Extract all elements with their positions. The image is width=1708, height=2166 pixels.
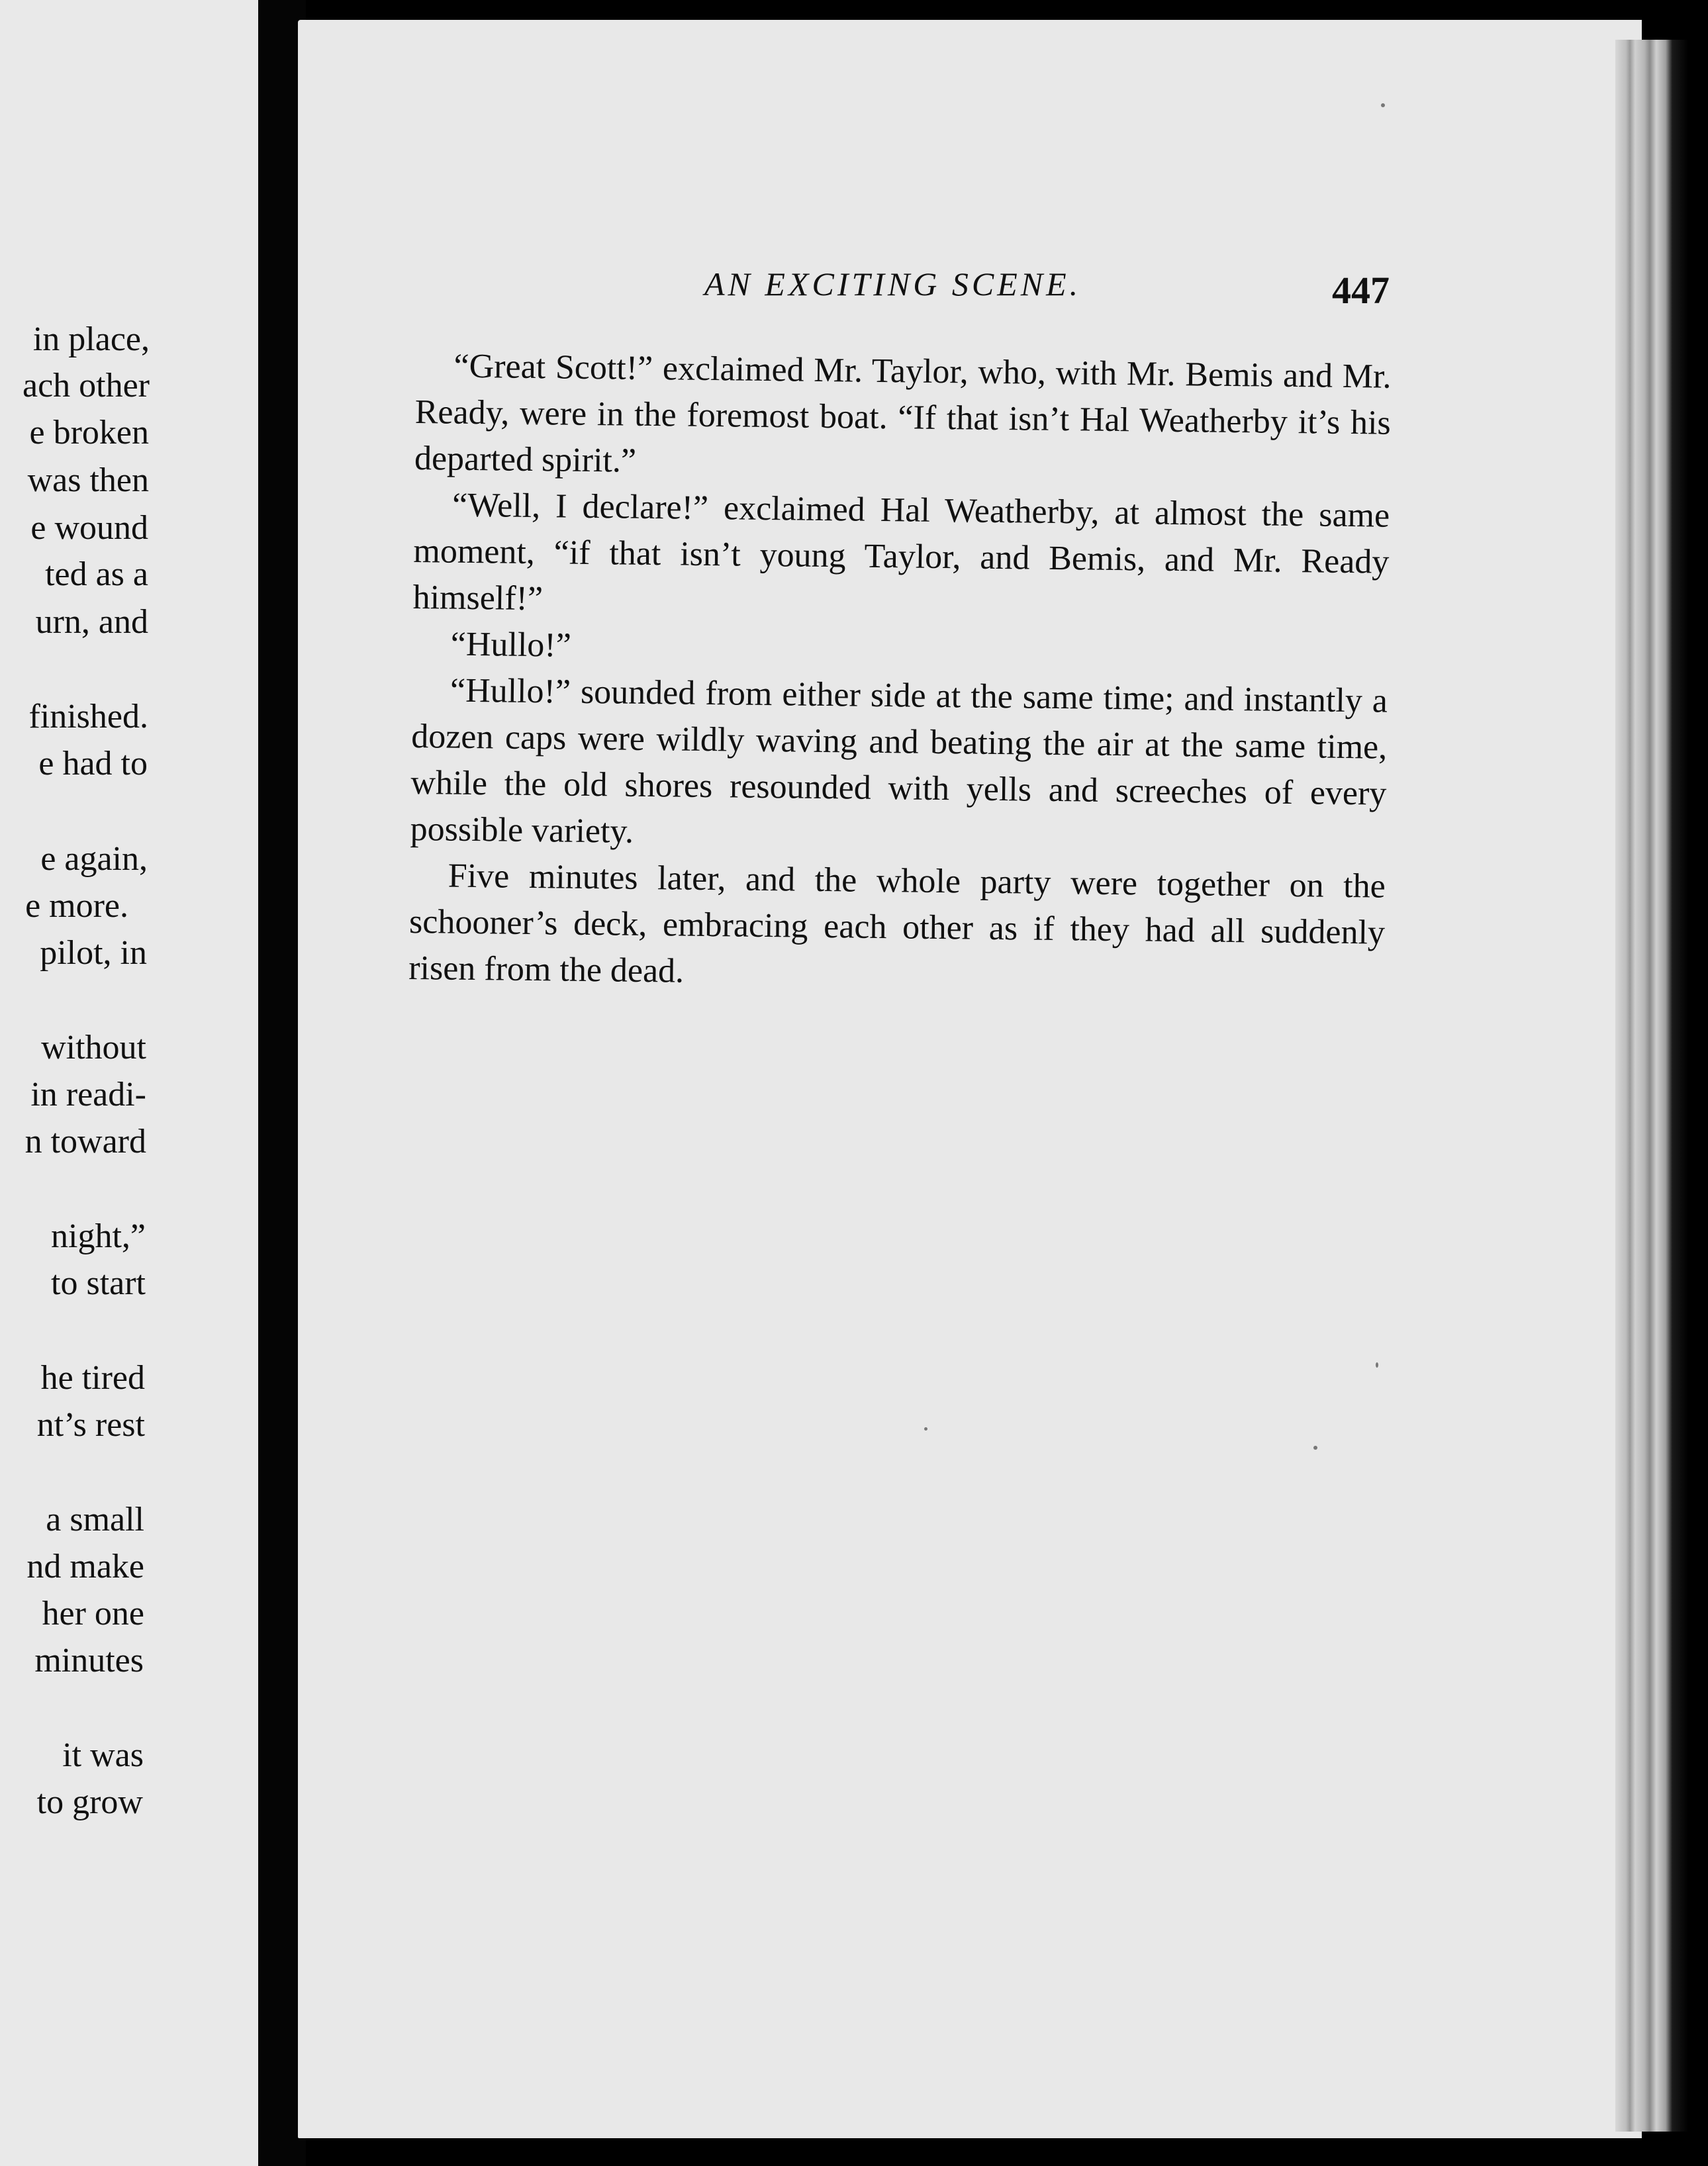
paper-speck xyxy=(1376,1362,1378,1368)
left-line: n toward xyxy=(24,1123,146,1160)
paper-speck xyxy=(924,1427,927,1431)
right-page xyxy=(298,20,1642,2138)
left-line: was then xyxy=(27,461,149,499)
paper-speck xyxy=(1313,1446,1317,1450)
paragraph: “Well, I declare!” exclaimed Hal Weatherby, at almost the same moment, “if that isn’t young Taylor, and Bemis, and Mr. Ready himself!” xyxy=(412,486,1390,618)
left-line: in place, xyxy=(32,320,150,358)
left-line: to start xyxy=(51,1264,146,1302)
left-line: without xyxy=(41,1029,146,1066)
left-line: ach other xyxy=(22,367,150,404)
left-line: e wound xyxy=(30,509,148,547)
left-line: pilot, in xyxy=(40,934,147,972)
left-line: her one xyxy=(42,1595,144,1632)
left-line: night,” xyxy=(51,1217,146,1255)
left-line: finished. xyxy=(28,698,148,735)
left-line: e had to xyxy=(38,745,148,782)
left-line: nt’s rest xyxy=(36,1406,145,1444)
left-line: nd make xyxy=(26,1548,144,1585)
running-head: AN EXCITING SCENE. xyxy=(704,265,1082,303)
left-line: it was xyxy=(62,1736,144,1774)
page-edges xyxy=(1615,40,1688,2132)
left-line: to grow xyxy=(36,1783,143,1821)
paper-speck xyxy=(1381,103,1385,107)
body-text xyxy=(408,343,1392,1003)
paragraph: “Great Scott!” exclaimed Mr. Taylor, who, with Mr. Bemis and Mr. Ready, were in the foremost boat. “If that isn’t Hal Weatherby it’s his departed spirit.” xyxy=(414,347,1392,480)
left-line: minutes xyxy=(34,1642,144,1679)
paragraph: “Hullo!” sounded from either side at the same time; and instantly a dozen caps were wildly waving and beating the air at the same time, while the old shores resounded with yells and screeches of every possible variety. xyxy=(410,671,1388,851)
left-line: ted as a xyxy=(45,555,148,593)
left-line: urn, and xyxy=(35,603,148,641)
page-number: 447 xyxy=(1332,269,1390,312)
left-line: in readi- xyxy=(30,1076,146,1113)
left-page xyxy=(0,0,279,2166)
paragraph: “Hullo!” xyxy=(450,625,572,665)
left-line: e broken xyxy=(29,414,149,451)
left-line: he tired xyxy=(40,1359,145,1397)
left-line: e more. xyxy=(25,887,128,925)
left-line: e again, xyxy=(40,840,148,878)
left-line: a small xyxy=(46,1501,144,1538)
paragraph: Five minutes later, and the whole party were together on the schooner’s deck, embracing each other as if they had all suddenly risen from the dead. xyxy=(408,857,1386,990)
